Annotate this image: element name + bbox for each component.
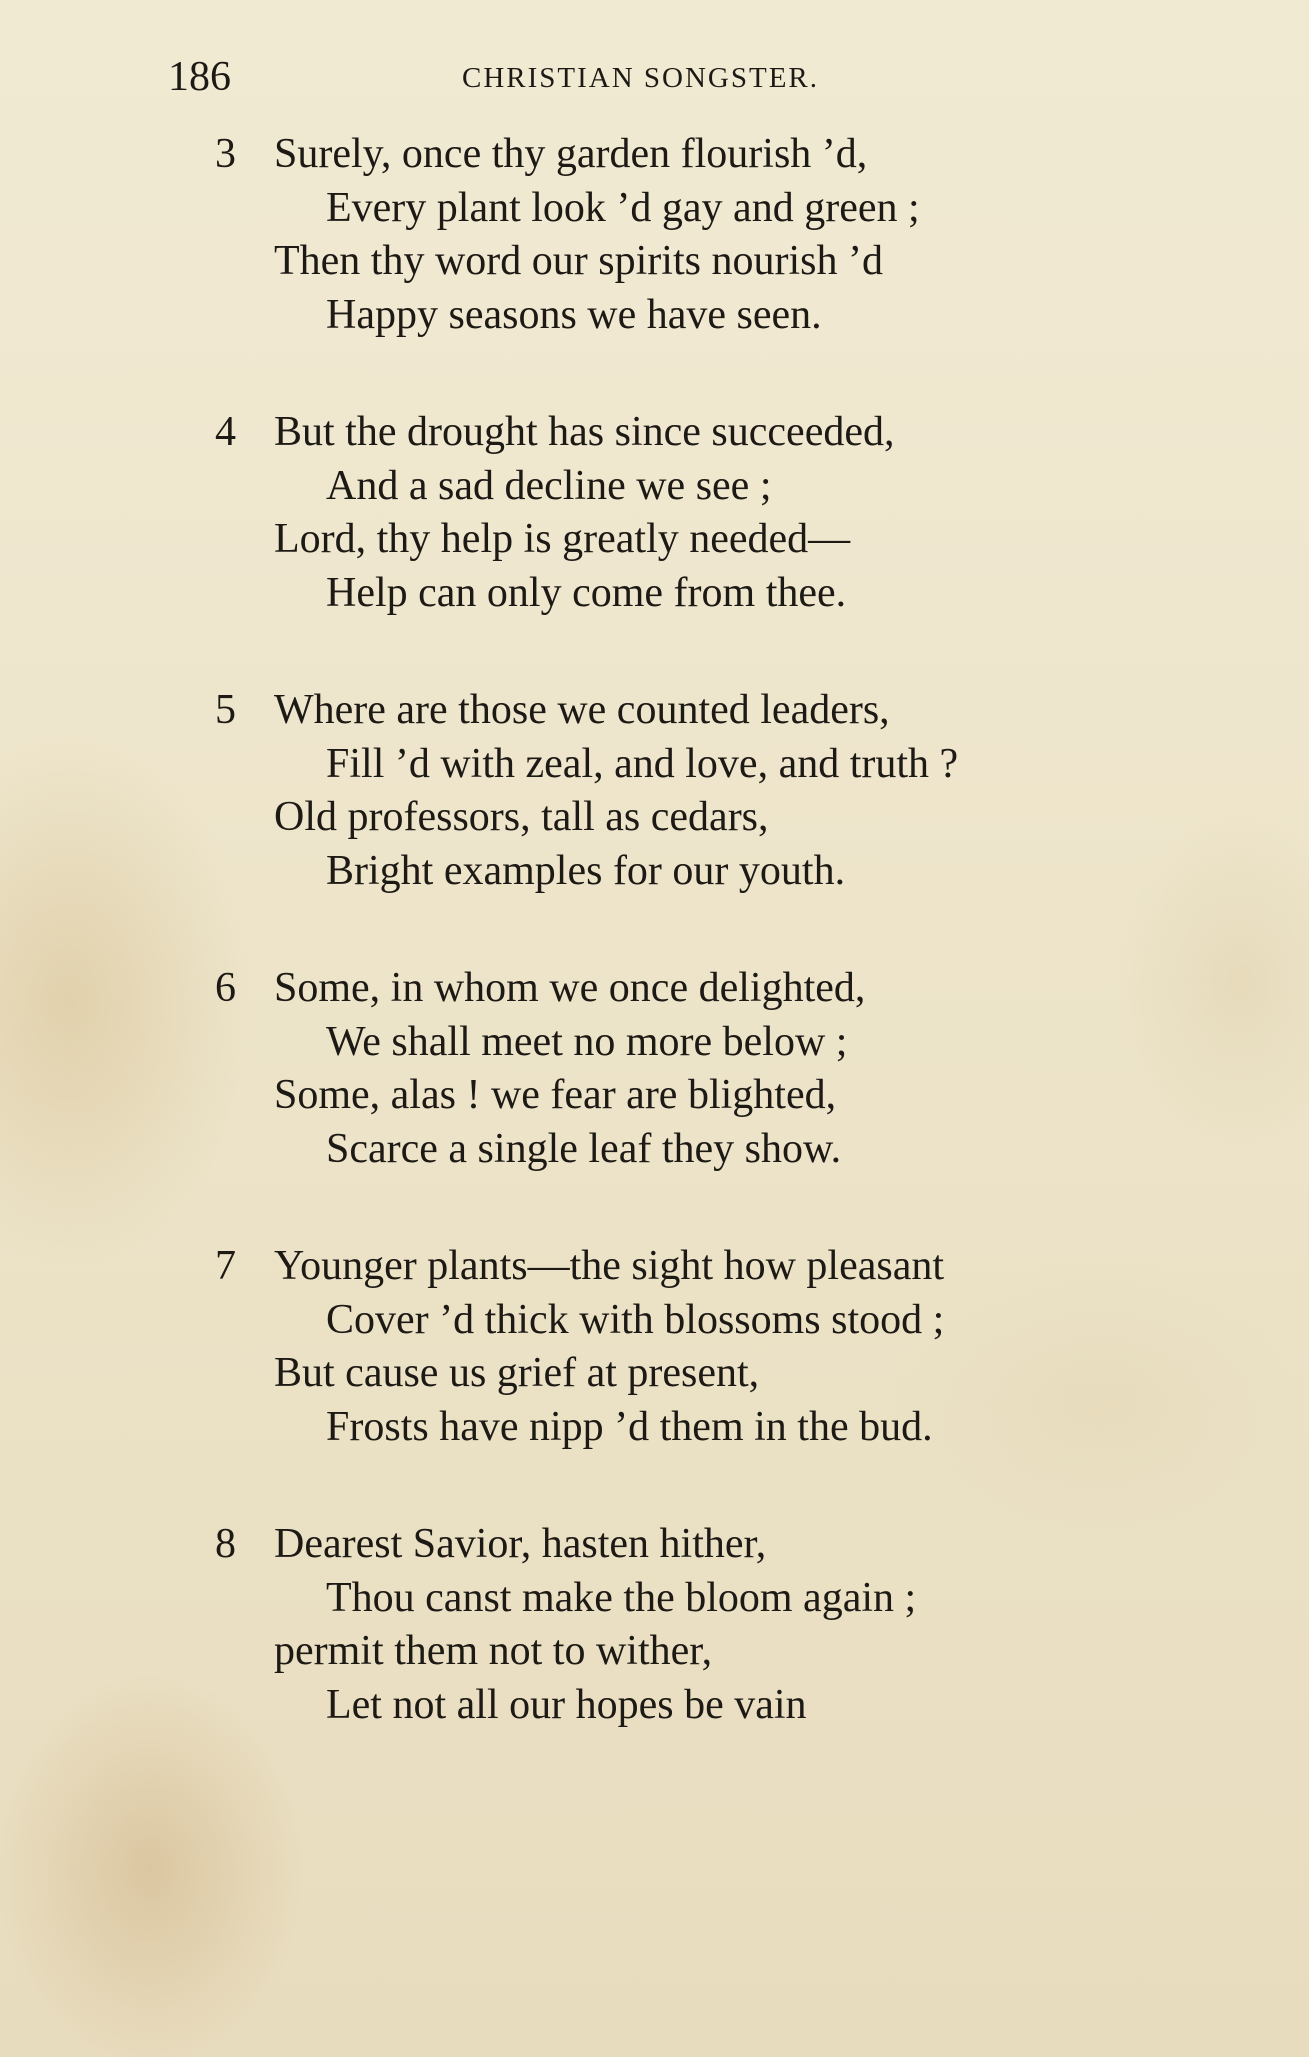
verse-line: Cover ’d thick with blossoms stood ; bbox=[326, 1296, 945, 1343]
verse-line: Surely, once thy garden flourish ’d, bbox=[274, 131, 868, 177]
verse-line: Help can only come from thee. bbox=[326, 569, 847, 616]
verse-line: Some, alas ! we fear are blighted, bbox=[274, 1072, 837, 1118]
verse-line: Dearest Savior, hasten hither, bbox=[274, 1521, 767, 1567]
stanza-7 bbox=[215, 1240, 1275, 1455]
verse-line: But cause us grief at present, bbox=[274, 1350, 760, 1396]
stanza-number: 3 bbox=[215, 131, 236, 177]
stanza-3 bbox=[215, 128, 1275, 343]
verse-line: Lord, thy help is greatly needed— bbox=[274, 516, 851, 562]
stanza-6 bbox=[215, 962, 1275, 1177]
verse-line: Fill ’d with zeal, and love, and truth ? bbox=[326, 740, 959, 787]
verse-line: But the drought has since succeeded, bbox=[274, 409, 895, 455]
verse-line: Where are those we counted leaders, bbox=[274, 687, 890, 733]
stanza-number: 6 bbox=[215, 965, 236, 1011]
verse-line: Happy seasons we have seen. bbox=[326, 291, 822, 338]
verse-line: Some, in whom we once delighted, bbox=[274, 965, 866, 1011]
verse-line: Thou canst make the bloom again ; bbox=[326, 1574, 917, 1621]
verse-line: Bright examples for our youth. bbox=[326, 847, 846, 894]
verse-line: And a sad decline we see ; bbox=[326, 462, 772, 509]
verse-line: Old professors, tall as cedars, bbox=[274, 794, 769, 840]
verse-line: Younger plants—the sight how pleasant bbox=[274, 1243, 945, 1289]
verse-line: We shall meet no more below ; bbox=[326, 1018, 848, 1065]
verse-line: permit them not to wither, bbox=[274, 1628, 713, 1674]
stanza-number: 4 bbox=[215, 409, 236, 455]
stanza-4 bbox=[215, 406, 1275, 621]
verse-line: Every plant look ’d gay and green ; bbox=[326, 184, 920, 231]
page-header bbox=[168, 52, 1128, 102]
verse-line: Let not all our hopes be vain bbox=[326, 1681, 807, 1728]
page-number: 186 bbox=[168, 54, 231, 100]
stanza-number: 7 bbox=[215, 1243, 236, 1289]
stanza-number: 8 bbox=[215, 1521, 236, 1567]
running-title: CHRISTIAN SONGSTER. bbox=[462, 62, 820, 94]
verse-line: Then thy word our spirits nourish ’d bbox=[274, 238, 883, 284]
hymn-text bbox=[215, 128, 1275, 1733]
stanza-number: 5 bbox=[215, 687, 236, 733]
stanza-8 bbox=[215, 1518, 1275, 1733]
stanza-5 bbox=[215, 684, 1275, 899]
verse-line: Scarce a single leaf they show. bbox=[326, 1125, 842, 1172]
verse-line: Frosts have nipp ’d them in the bud. bbox=[326, 1403, 933, 1450]
